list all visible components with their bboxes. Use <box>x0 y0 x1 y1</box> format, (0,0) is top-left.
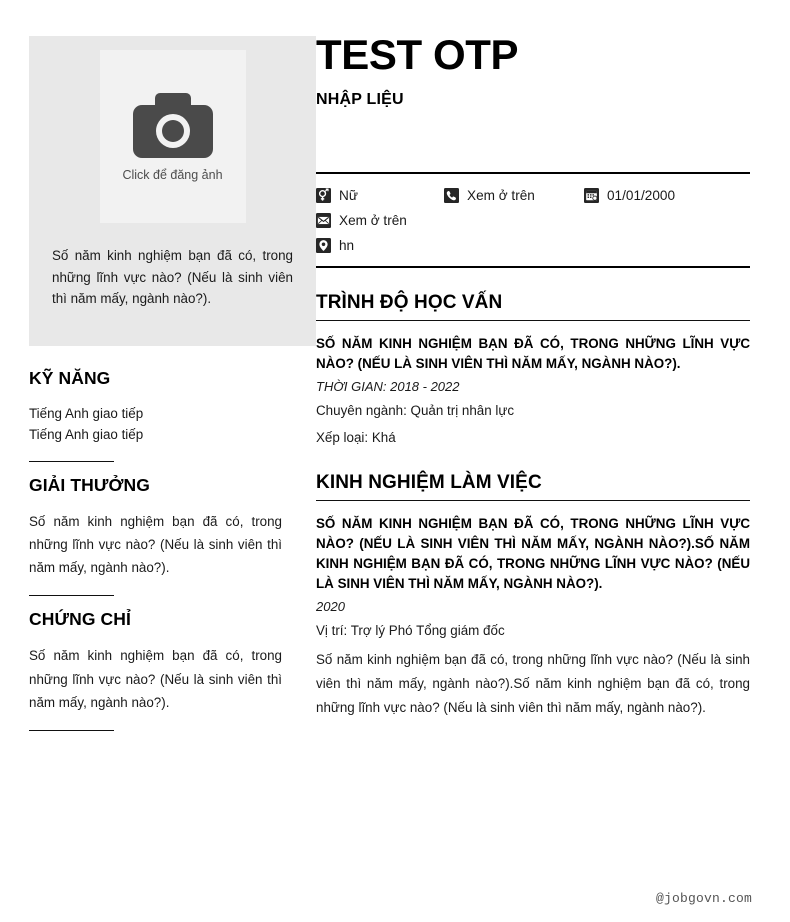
left-section-heading: GIẢI THƯỞNG <box>29 474 150 495</box>
education-major: Chuyên ngành: Quản trị nhân lực <box>316 403 515 419</box>
section-heading: KINH NGHIỆM LÀM VIỆC <box>316 471 542 493</box>
contact-row <box>316 213 750 228</box>
contact-value: 01/01/2000 <box>607 188 676 204</box>
location-icon <box>316 238 331 253</box>
experience-description: Số năm kinh nghiệm bạn đã có, trong những lĩnh vực nào? (Nếu là sinh viên thì năm mấy, ngành nào?).Số năm kinh nghiệm bạn đã có, trong những lĩnh vực nào? (Nếu là sinh viên thì năm mấy, ngành nào?). <box>316 652 750 715</box>
contact-block <box>316 172 750 268</box>
photo-panel <box>29 36 316 346</box>
section-divider <box>29 730 114 731</box>
left-section-body: Số năm kinh nghiệm bạn đã có, trong những lĩnh vực nào? (Nếu là sinh viên thì năm mấy, ngành nào?). <box>29 648 282 710</box>
contact-item-email[interactable] <box>316 213 407 228</box>
education-grade: Xếp loại: Khá <box>316 430 396 446</box>
phone-icon <box>444 188 459 203</box>
email-icon <box>316 213 331 228</box>
left-section-body: Số năm kinh nghiệm bạn đã có, trong những lĩnh vực nào? (Nếu là sinh viên thì năm mấy, ngành nào?). <box>29 513 282 576</box>
contact-row <box>316 238 750 253</box>
contact-value: hn <box>339 238 355 254</box>
contact-value: Xem ở trên <box>467 188 535 204</box>
left-column <box>0 0 293 744</box>
contact-item-phone[interactable] <box>444 188 584 203</box>
contact-item-dob[interactable] <box>584 188 675 203</box>
section-divider <box>29 461 114 462</box>
page-title: TEST OTP <box>316 31 519 78</box>
contact-value: Xem ở trên <box>339 213 407 229</box>
contact-value: Nữ <box>339 188 358 204</box>
left-section-heading: CHỨNG CHỈ <box>29 609 131 630</box>
section-heading: TRÌNH ĐỘ HỌC VẤN <box>316 292 503 314</box>
experience-title: SỐ NĂM KINH NGHIỆM BẠN ĐÃ CÓ, TRONG NHỮNG LĨNH VỰC NÀO? (NẾU LÀ SINH VIÊN THÌ NĂM MẤY, NGÀNH NÀO?).SỐ NĂM KINH NGHIỆM BẠN ĐÃ CÓ, TRONG NHỮNG LĨNH VỰC NÀO? (NẾU LÀ SINH VIÊN THÌ NĂM MẤY, NGÀNH NÀO?). <box>316 515 750 592</box>
section-divider <box>29 595 114 596</box>
contact-item-gender[interactable] <box>316 188 444 203</box>
skill-item: Tiếng Anh giao tiếp <box>29 405 144 421</box>
left-section-skills <box>29 368 290 462</box>
calendar-icon <box>584 188 599 203</box>
section-rule <box>316 500 750 501</box>
gender-icon <box>316 188 331 203</box>
experience-position: Vị trí: Trợ lý Phó Tổng giám đốc <box>316 623 505 639</box>
section-rule <box>316 320 750 321</box>
contact-item-location[interactable] <box>316 238 354 253</box>
watermark: @jobgovn.com <box>655 891 752 906</box>
skill-item: Tiếng Anh giao tiếp <box>29 426 144 442</box>
education-time: THỜI GIAN: 2018 - 2022 <box>316 379 460 395</box>
section-education <box>316 292 750 448</box>
job-role: NHẬP LIỆU <box>316 91 404 109</box>
left-section-awards <box>29 475 290 597</box>
photo-upload-box[interactable] <box>100 50 246 223</box>
photo-description: Số năm kinh nghiệm bạn đã có, trong những lĩnh vực nào? (Nếu là sinh viên thì năm mấy, ngành nào?). <box>52 248 293 307</box>
left-section-heading: KỸ NĂNG <box>29 367 111 388</box>
contact-row <box>316 188 750 203</box>
education-title: SỐ NĂM KINH NGHIỆM BẠN ĐÃ CÓ, TRONG NHỮNG LĨNH VỰC NÀO? (NẾU LÀ SINH VIÊN THÌ NĂM MẤY, NGÀNH NÀO?). <box>316 336 750 372</box>
section-experience <box>316 472 750 720</box>
right-column <box>290 0 790 720</box>
photo-caption: Click để đăng ảnh <box>122 168 223 182</box>
experience-time: 2020 <box>316 599 345 615</box>
left-section-certificates <box>29 609 290 731</box>
camera-icon <box>130 90 216 158</box>
